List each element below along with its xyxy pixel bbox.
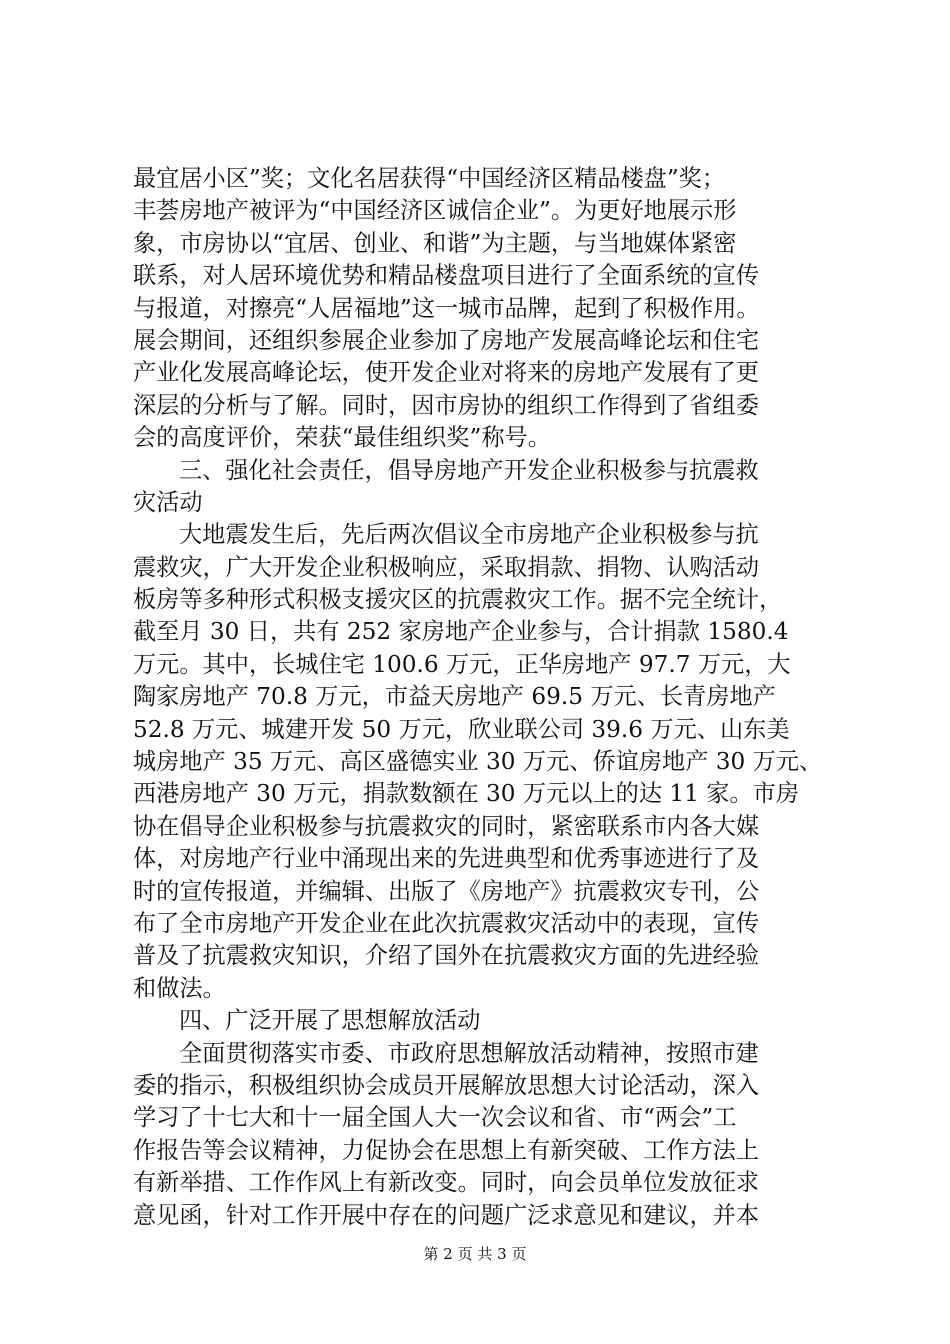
text-line: 截至月 30 日，共有 252 家房地产企业参与，合计捐款 1580.4 [133,618,789,646]
text-line: 体，对房地产行业中涌现出来的先进典型和优秀事迹进行了及 [133,845,760,873]
text-line: 联系，对人居环境优势和精品楼盘项目进行了全面系统的宣传 [133,262,760,290]
text-line: 时的宣传报道，并编辑、出版了《房地产》抗震救灾专刊，公 [133,877,760,905]
text-line: 全面贯彻落实市委、市政府思想解放活动精神，按照市建 [179,1039,759,1067]
text-line: 板房等多种形式积极支援灾区的抗震救灾工作。据不完全统计， [133,586,783,614]
text-line: 和做法。 [133,974,226,1002]
text-line: 象，市房协以“宜居、创业、和谐”为主题，与当地媒体紧密 [133,229,737,257]
text-line: 大地震发生后，先后两次倡议全市房地产企业积极参与抗 [179,521,759,549]
text-line: 城房地产 35 万元、高区盛德实业 30 万元、侨谊房地产 30 万元、 [133,748,823,776]
text-line: 学习了十七大和十一届全国人大一次会议和省、市“两会”工 [133,1104,737,1132]
text-line: 与报道，对擦亮“人居福地”这一城市品牌，起到了积极作用。 [133,294,760,322]
text-line: 深层的分析与了解。同时，因市房协的组织工作得到了省组委 [133,391,760,419]
text-line: 最宜居小区”奖；文化名居获得“中国经济区精品楼盘”奖； [133,165,726,192]
text-line: 意见函，针对工作开展中存在的问题广泛求意见和建议，并本 [133,1201,760,1229]
text-line: 四、广泛开展了思想解放活动 [179,1007,481,1035]
text-line: 布了全市房地产开发企业在此次抗震救灾活动中的表现，宣传 [133,909,760,937]
text-line: 产业化发展高峰论坛，使开发企业对将来的房地产发展有了更 [133,359,760,387]
text-line: 52.8 万元、城建开发 50 万元，欣业联公司 39.6 万元、山东美 [133,715,790,743]
text-line: 会的高度评价，荣获“最佳组织奖”称号。 [133,424,551,452]
text-line: 协在倡导企业积极参与抗震救灾的同时，紧密联系市内各大媒 [133,812,760,840]
text-line: 三、强化社会责任，倡导房地产开发企业积极参与抗震救 [179,456,759,484]
text-line: 震救灾，广大开发企业积极响应，采取捐款、捐物、认购活动 [133,553,760,581]
page-footer: 第 2 页 共 3 页 [423,1245,527,1263]
text-line: 作报告等会议精神，力促协会在思想上有新突破、工作方法上 [133,1136,760,1164]
text-line: 西港房地产 30 万元，捐款数额在 30 万元以上的达 11 家。市房 [133,780,800,808]
text-line: 有新举措、工作作风上有新改变。同时，向会员单位发放征求 [133,1169,760,1197]
text-line: 丰荟房地产被评为“中国经济区诚信企业”。为更好地展示形 [133,197,737,225]
document-body [133,163,853,1232]
text-line: 陶家房地产 70.8 万元，市益天房地产 69.5 万元、长青房地产 [133,683,776,711]
text-line: 万元。其中，长城住宅 100.6 万元，正华房地产 97.7 万元，大 [133,650,791,678]
text-line: 普及了抗震救灾知识，介绍了国外在抗震救灾方面的先进经验 [133,942,760,970]
text-line: 委的指示，积极组织协会成员开展解放思想大讨论活动，深入 [133,1071,760,1099]
text-line: 灾活动 [133,488,203,516]
text-line: 展会期间，还组织参展企业参加了房地产发展高峰论坛和住宅 [133,326,760,354]
